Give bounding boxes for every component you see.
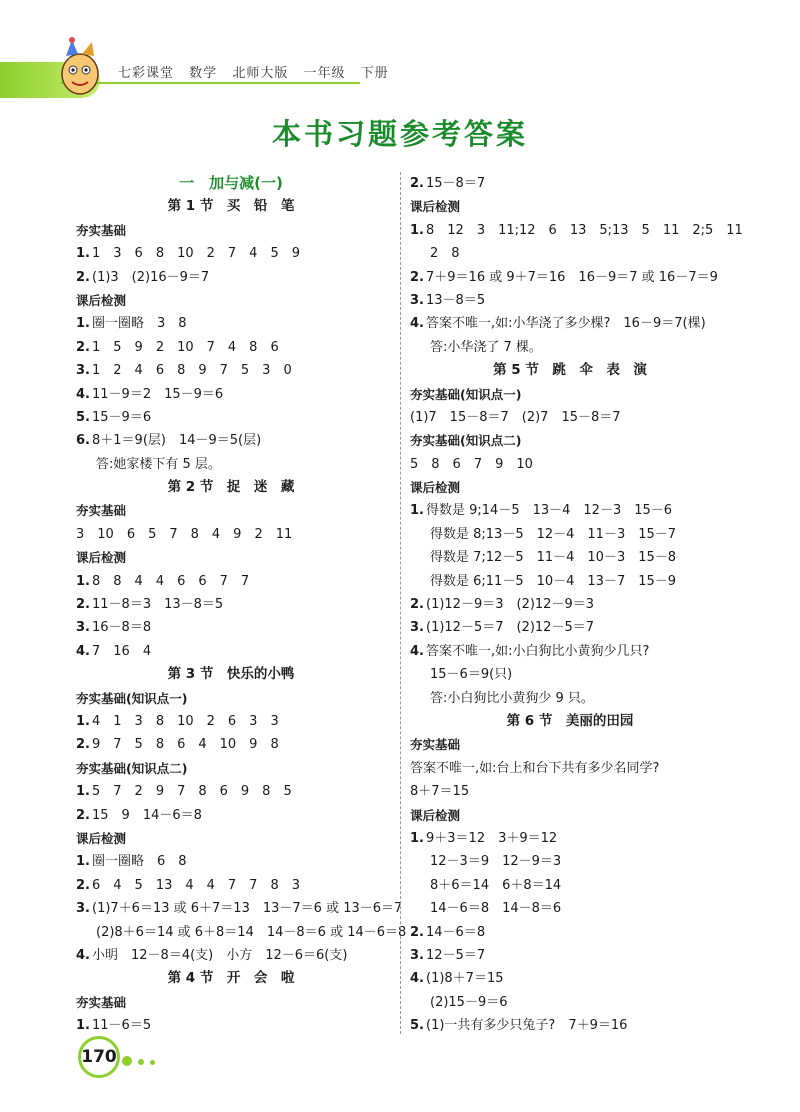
row-text: 课后检测 [410, 199, 461, 215]
section-heading [76, 476, 386, 499]
row-text: 6 4 5 13 4 4 7 7 8 3 [92, 877, 300, 893]
row-text: 第 3 节 快乐的小鸭 [167, 666, 295, 683]
item-number: 1. [76, 1018, 90, 1034]
item-number: 1. [76, 316, 90, 332]
row-text: 8 8 4 4 6 6 7 7 [92, 573, 250, 589]
row-text: (1)一共有多少只兔子? 7＋9＝16 [426, 1018, 628, 1034]
row-text: 答案不唯一,如:小华浇了多少棵? 16－9＝7(棵) [426, 316, 706, 332]
page-number: 170 [78, 1036, 120, 1078]
answer-line [410, 406, 730, 429]
row-text: 11－8＝3 13－8＝5 [92, 597, 224, 613]
answer-line [410, 897, 730, 920]
row-text: 得数是 6;11－5 10－4 13－7 15－9 [430, 573, 677, 589]
item-number: 1. [76, 573, 90, 589]
answer-line [410, 827, 730, 850]
item-number: 2. [76, 877, 90, 893]
row-text: 夯实基础 [410, 737, 461, 753]
answer-line [410, 312, 730, 335]
subsection-label [76, 289, 386, 312]
answer-line [76, 242, 386, 265]
answer-line [410, 499, 730, 522]
answer-line [76, 850, 386, 873]
row-text: 第 4 节 开 会 啦 [167, 970, 295, 987]
item-number: 3. [410, 292, 424, 308]
section-heading [410, 359, 730, 382]
row-text: 第 1 节 买 铅 笔 [167, 198, 295, 215]
row-text: 课后检测 [76, 292, 127, 308]
section-heading [76, 967, 386, 990]
item-number: 4. [410, 643, 424, 659]
row-text: 第 5 节 跳 伞 表 演 [493, 362, 647, 379]
item-number: 3. [410, 947, 424, 963]
answer-line [76, 616, 386, 639]
row-text: 4 1 3 8 10 2 6 3 3 [92, 713, 279, 729]
answer-line [76, 383, 386, 406]
row-text: 答:小华浇了 7 棵。 [430, 339, 542, 355]
row-text: 答案不唯一,如:台上和台下共有多少名同学? [410, 760, 660, 776]
item-number: 3. [76, 901, 90, 917]
header-edition: 北师大版 [232, 66, 289, 81]
row-text: 11－6＝5 [92, 1018, 152, 1034]
answer-line [410, 921, 730, 944]
row-text: 第 2 节 捉 迷 藏 [167, 479, 295, 496]
row-text: (1)8＋7＝15 [426, 971, 504, 987]
header-grade: 一年级 [303, 66, 346, 81]
row-text: 13－8＝5 [426, 292, 486, 308]
subsection-label [410, 476, 730, 499]
answer-line [410, 874, 730, 897]
row-text: 15－9＝6 [92, 409, 152, 425]
item-number: 2. [410, 176, 424, 191]
section-heading [410, 710, 730, 733]
row-text: 11－9＝2 15－9＝6 [92, 386, 224, 402]
answer-line [410, 570, 730, 593]
item-number: 2. [76, 597, 90, 613]
row-text: 1 2 4 6 8 9 7 5 3 0 [92, 363, 292, 379]
row-text: (2)8＋6＝14 或 6＋8＝14 14－8＝6 或 14－6＝8 [96, 924, 407, 940]
decor-dot-icon [122, 1056, 132, 1066]
answer-line [76, 359, 386, 382]
row-text: 12－3＝9 12－9＝3 [430, 854, 562, 870]
row-text: 9 7 5 8 6 4 10 9 8 [92, 737, 279, 753]
row-text: 一 加与减(一) [179, 174, 283, 192]
answer-line [410, 1014, 730, 1037]
section-heading [76, 195, 386, 218]
answer-line [76, 453, 386, 476]
row-text: 答:她家楼下有 5 层。 [96, 456, 221, 472]
decor-dot-icon [150, 1060, 155, 1065]
row-text: 夯实基础(知识点一) [76, 690, 188, 706]
item-number: 3. [410, 620, 424, 636]
item-number: 2. [76, 737, 90, 753]
subsection-label [76, 991, 386, 1014]
cartoon-mascot-icon [52, 34, 108, 98]
item-number: 3. [76, 363, 90, 379]
row-text: 14－6＝8 14－8＝6 [430, 901, 562, 917]
item-number: 2. [410, 597, 424, 613]
answer-line [76, 921, 407, 944]
row-text: 5 8 6 7 9 10 [410, 456, 533, 472]
item-number: 4. [410, 971, 424, 987]
subsection-label [410, 804, 730, 827]
section-heading [76, 663, 386, 686]
answer-line [410, 780, 730, 803]
row-text: 5 7 2 9 7 8 6 9 8 5 [92, 784, 292, 800]
answer-line [76, 733, 386, 756]
row-text: 夯实基础(知识点二) [410, 433, 522, 449]
answer-line [410, 616, 730, 639]
answer-line [76, 640, 386, 663]
item-number: 1. [410, 222, 424, 238]
row-text: (1)12－9＝3 (2)12－9＝3 [426, 597, 594, 613]
answer-line [76, 523, 386, 546]
row-text: 第 6 节 美丽的田园 [506, 712, 634, 729]
subsection-label [76, 687, 386, 710]
answer-line [410, 757, 730, 780]
row-text: (1)3 (2)16－9＝7 [92, 269, 210, 285]
item-number: 1. [410, 830, 424, 846]
row-text: 课后检测 [76, 550, 127, 566]
item-number: 1. [76, 246, 90, 262]
answer-line [76, 874, 386, 897]
row-text: 夯实基础(知识点二) [76, 760, 188, 776]
answer-line [76, 336, 386, 359]
row-text: 3 10 6 5 7 8 4 9 2 11 [76, 526, 293, 542]
item-number: 4. [76, 643, 90, 659]
answer-line [410, 453, 730, 476]
row-text: 夯实基础 [76, 503, 127, 519]
header-subject: 数学 [189, 66, 218, 81]
item-number: 1. [76, 784, 90, 800]
item-number: 2. [76, 807, 90, 823]
row-text: 课后检测 [76, 830, 127, 846]
answer-line [410, 242, 730, 265]
row-text: (2)15－9＝6 [430, 994, 508, 1010]
answer-line [76, 593, 386, 616]
row-text: 8＋7＝15 [410, 784, 470, 800]
answer-line [76, 312, 386, 335]
answer-line [76, 897, 403, 920]
item-number: 4. [410, 316, 424, 332]
row-text: 15－8＝7 [426, 176, 486, 191]
answer-line [410, 546, 730, 569]
header-series: 七彩课堂 [118, 66, 175, 81]
item-number: 6. [76, 433, 90, 449]
item-number: 1. [410, 503, 424, 519]
item-number: 2. [410, 924, 424, 940]
answer-line [410, 991, 730, 1014]
row-text: 圈一圈略 3 8 [92, 316, 187, 332]
row-text: 1 3 6 8 10 2 7 4 5 9 [92, 246, 300, 262]
row-text: 2 8 [430, 246, 460, 262]
row-text: 课后检测 [410, 480, 461, 496]
row-text: 得数是 7;12－5 11－4 10－3 15－8 [430, 550, 677, 566]
row-text: (1)12－5＝7 (2)12－5＝7 [426, 620, 594, 636]
answer-line [410, 850, 730, 873]
answer-line [76, 780, 386, 803]
subsection-label [410, 429, 730, 452]
row-text: 答案不唯一,如:小白狗比小黄狗少几只? [426, 643, 650, 659]
answer-line [410, 336, 730, 359]
item-number: 3. [76, 620, 90, 636]
answer-line [410, 593, 730, 616]
answer-line [76, 429, 386, 452]
row-text: 12－5＝7 [426, 947, 486, 963]
decor-dot-icon [138, 1059, 144, 1065]
row-text: 圈一圈略 6 8 [92, 854, 187, 870]
row-text: 夯实基础 [76, 994, 127, 1010]
item-number: 1. [76, 713, 90, 729]
row-text: 7＋9＝16 或 9＋7＝16 16－9＝7 或 16－7＝9 [426, 269, 718, 285]
chapter-heading [76, 172, 386, 195]
right-column [410, 172, 743, 1037]
answer-line [76, 804, 386, 827]
answer-line [76, 1014, 386, 1037]
header-volume: 下册 [360, 66, 389, 81]
answer-line [410, 967, 730, 990]
row-text: 8 12 3 11;12 6 13 5;13 5 11 2;5 11 [426, 222, 743, 238]
answer-line [410, 219, 743, 242]
row-text: 答:小白狗比小黄狗少 9 只。 [430, 690, 594, 706]
subsection-label [76, 546, 386, 569]
row-text: 得数是 9;14－5 13－4 12－3 15－6 [426, 503, 673, 519]
row-text: 夯实基础 [76, 222, 127, 238]
subsection-label [410, 383, 730, 406]
subsection-label [410, 195, 730, 218]
answer-line [410, 523, 730, 546]
row-text: 15 9 14－6＝8 [92, 807, 202, 823]
item-number: 2. [410, 269, 424, 285]
row-text: 1 5 9 2 10 7 4 8 6 [92, 339, 279, 355]
row-text: 夯实基础(知识点一) [410, 386, 522, 402]
row-text: (1)7＋6＝13 或 6＋7＝13 13－7＝6 或 13－6＝7 [92, 901, 403, 917]
row-text: 7 16 4 [92, 643, 152, 659]
answer-line [410, 289, 730, 312]
subsection-label [76, 757, 386, 780]
subsection-label [76, 499, 386, 522]
row-text: 14－6＝8 [426, 924, 486, 940]
answer-line [76, 406, 386, 429]
answer-line [410, 172, 730, 195]
item-number: 1. [76, 854, 90, 870]
answer-line [76, 570, 386, 593]
item-number: 2. [76, 269, 90, 285]
answer-line [410, 944, 730, 967]
item-number: 5. [410, 1018, 424, 1034]
subsection-label [410, 733, 730, 756]
row-text: 8＋1＝9(层) 14－9＝5(层) [92, 433, 262, 449]
row-text: 得数是 8;13－5 12－4 11－3 15－7 [430, 526, 677, 542]
row-text: 9＋3＝12 3＋9＝12 [426, 830, 558, 846]
column-divider [400, 172, 401, 1034]
answer-line [410, 640, 730, 663]
subsection-label [76, 827, 386, 850]
answer-line [410, 266, 730, 289]
answer-line [410, 687, 730, 710]
subsection-label [76, 219, 386, 242]
item-number: 4. [76, 386, 90, 402]
item-number: 4. [76, 947, 90, 963]
row-text: 16－8＝8 [92, 620, 152, 636]
item-number: 2. [76, 339, 90, 355]
row-text: 15－6＝9(只) [430, 667, 513, 683]
header-bar [118, 62, 399, 81]
item-number: 5. [76, 409, 90, 425]
answer-line [76, 710, 386, 733]
row-text: 8＋6＝14 6＋8＝14 [430, 877, 562, 893]
answer-line [76, 944, 386, 967]
answer-line [410, 663, 730, 686]
row-text: 小明 12－8＝4(支) 小方 12－6＝6(支) [92, 947, 348, 963]
page-title: 本书习题参考答案 [271, 117, 528, 151]
answer-line [76, 266, 386, 289]
row-text: 课后检测 [410, 807, 461, 823]
row-text: (1)7 15－8＝7 (2)7 15－8＝7 [410, 409, 621, 425]
left-column [76, 172, 407, 1037]
